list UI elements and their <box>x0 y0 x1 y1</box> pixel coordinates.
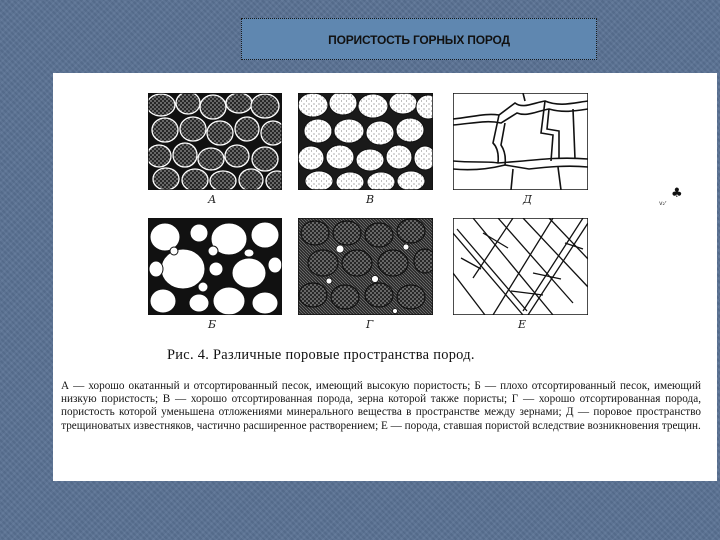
panel-label-a: А <box>208 193 217 206</box>
panel-b-drawing <box>148 218 282 315</box>
panel-label-e: Е <box>518 318 527 331</box>
panel-d-drawing <box>453 93 588 190</box>
figure-caption-body: А — хорошо окатанный и отсортированный песок, имеющий высокую пористость; Б — плохо отсортированный песок, имеющий низкую пористость; В — хорошо отсортированная порода, зерна которой также пористы; Г — хорошо отсортированная порода, пористость которой уменьшена отложениями минерального вещества в пространстве между зернами; Д — поровое пространство трещиноватых известняков, частично расширенное растворением; Е — порода, ставшая пористой вследствие возникновения трещин. <box>61 380 701 432</box>
panel-e-drawing <box>453 218 588 315</box>
panel-label-d: Д <box>523 193 532 206</box>
scanned-figure <box>53 73 717 481</box>
panel-label-v: В <box>366 193 375 206</box>
panel-label-g: Г <box>366 318 374 331</box>
panel-a-drawing <box>147 92 288 191</box>
panel-v-drawing <box>298 91 440 192</box>
side-mark-small: v₂ʳ <box>659 200 667 207</box>
panel-g-drawing <box>298 218 436 315</box>
slide-title: ПОРИСТОСТЬ ГОРНЫХ ПОРОД <box>328 33 510 47</box>
slide-title-box <box>241 18 597 60</box>
figure-caption-heading: Рис. 4. Различные поровые пространства пород. <box>167 347 475 363</box>
panel-label-b: Б <box>208 318 217 331</box>
side-mark-glyph: ♣ <box>671 186 683 201</box>
